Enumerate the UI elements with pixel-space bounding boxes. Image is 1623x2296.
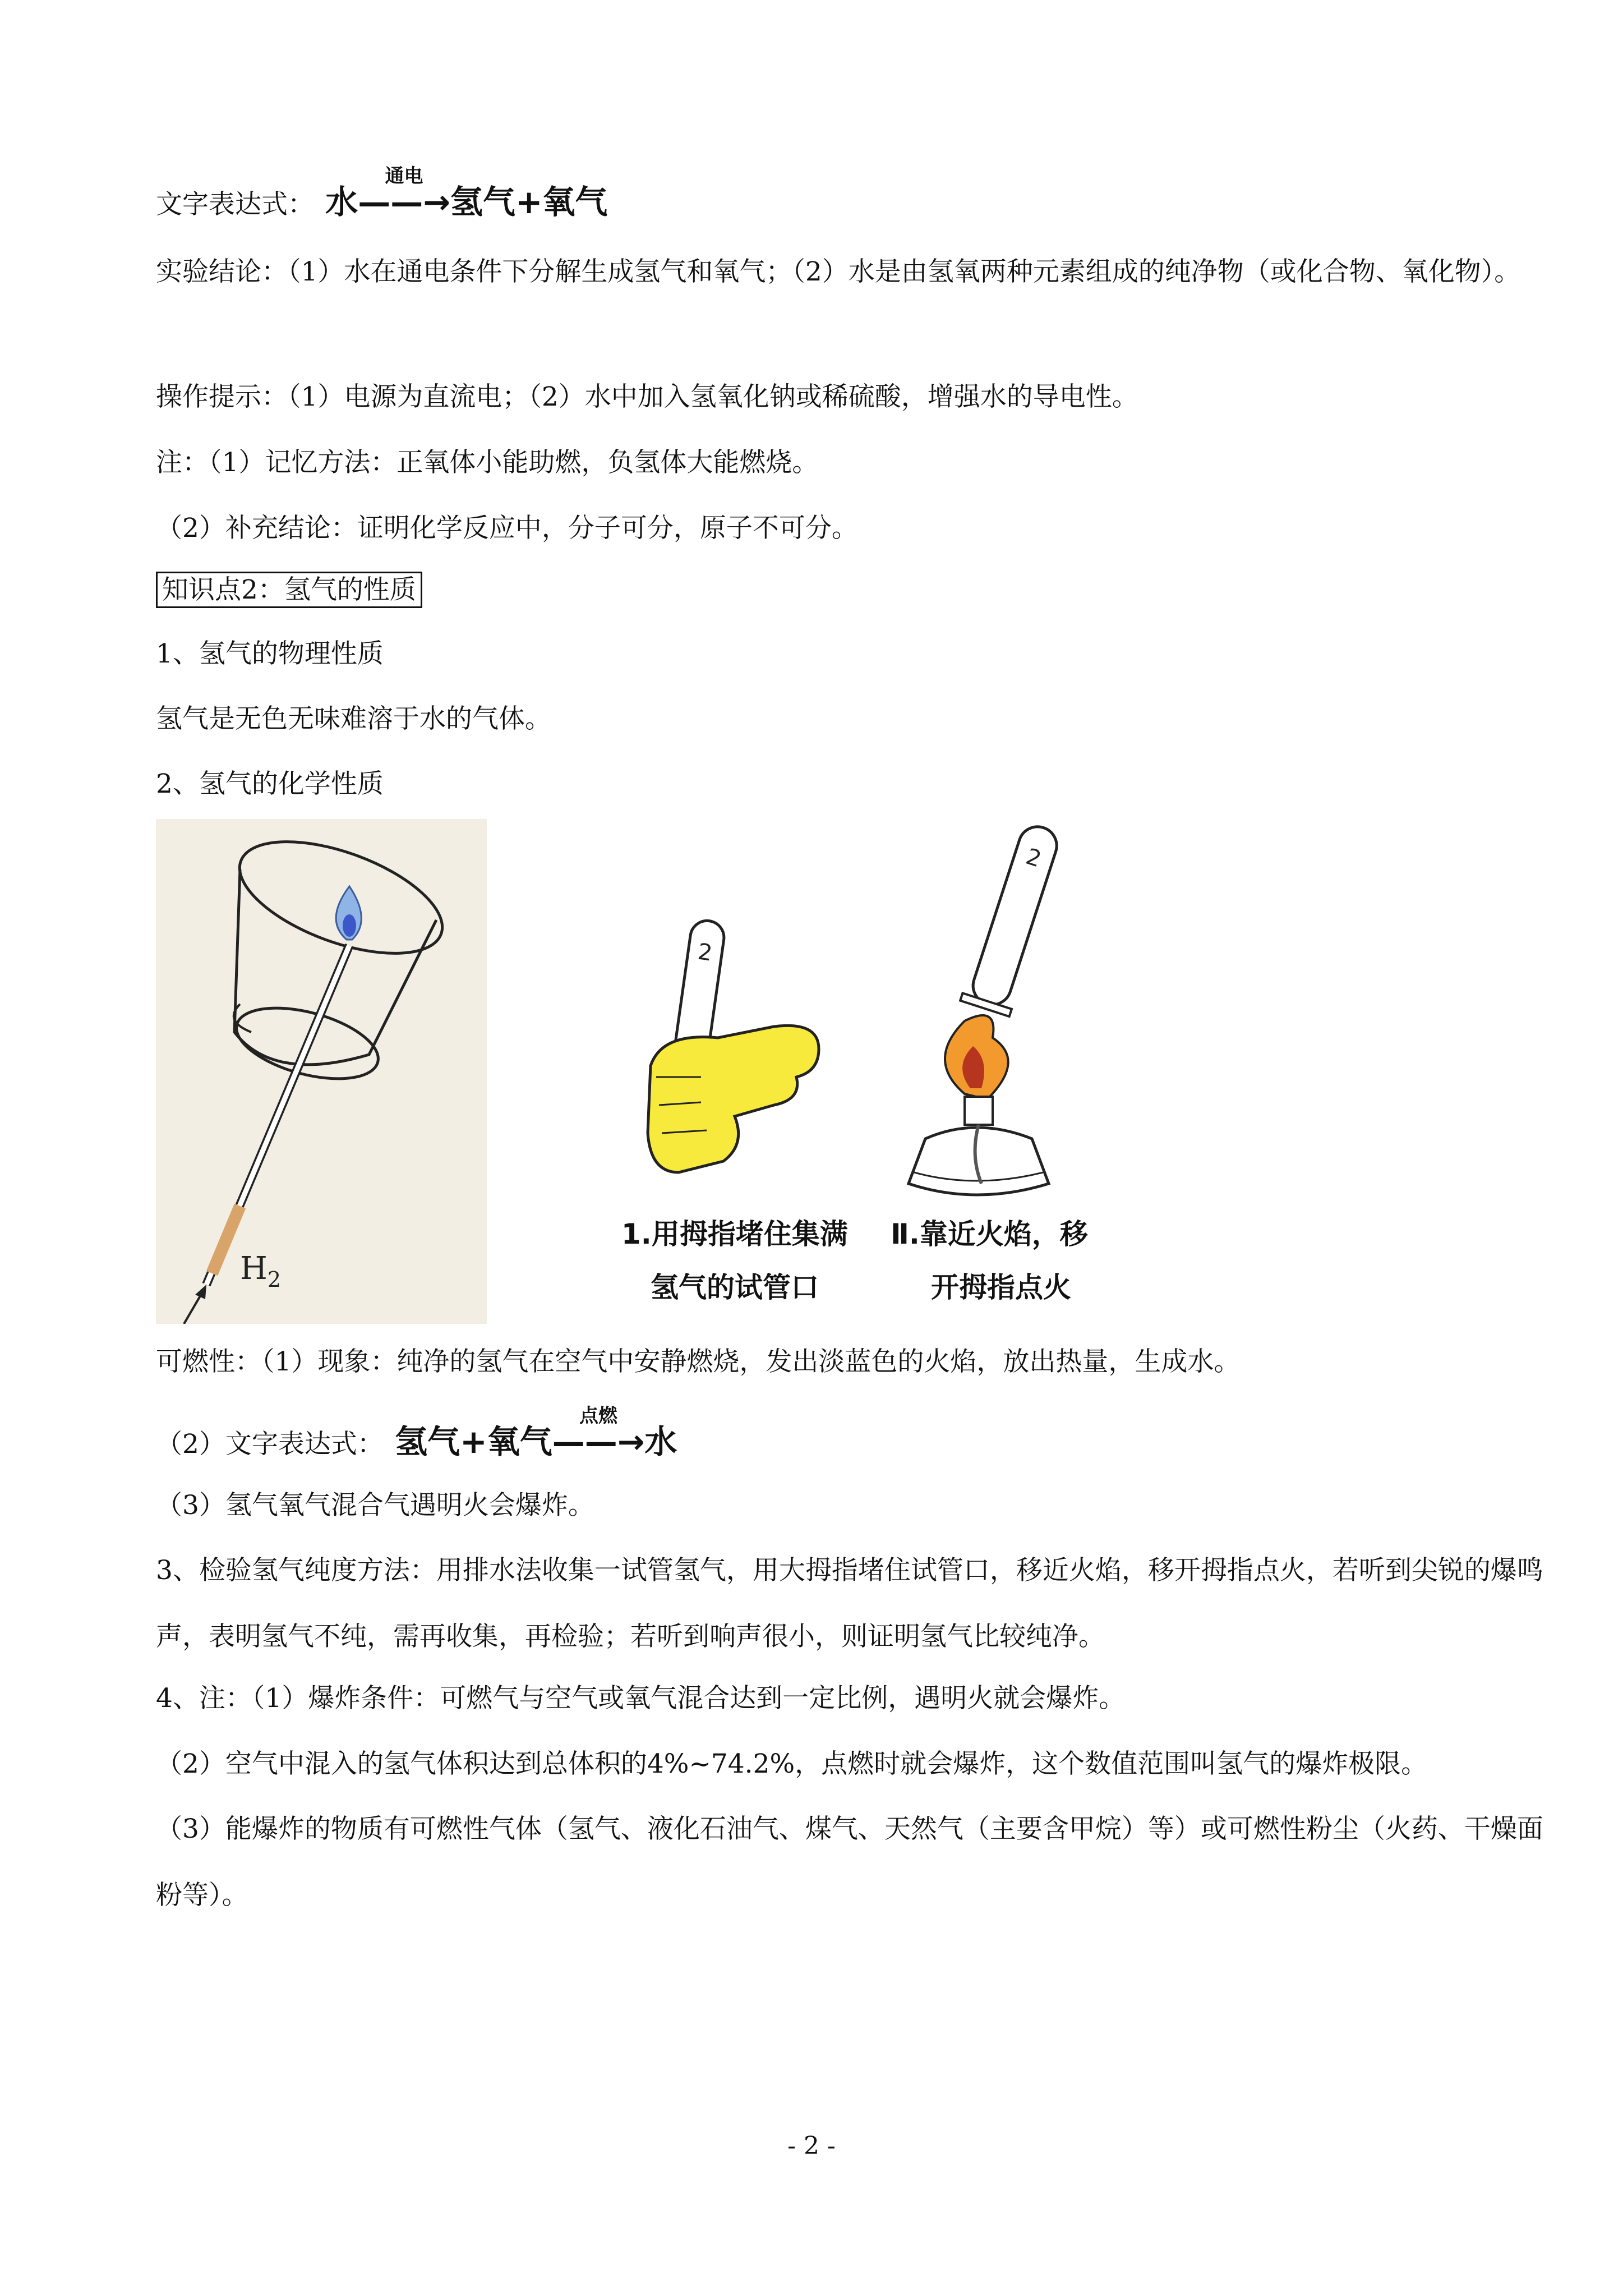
reactants: 氢气+氧气 [395, 1423, 552, 1461]
experiment-conclusion: 实验结论：（1）水在通电条件下分解生成氢气和氧气；（2）水是由氢氧两种元素组成的纯净物（或化合物、氧化物）。 [156, 256, 1521, 287]
equation-label: （2）文字表达式： [156, 1429, 384, 1460]
section-title-box: 知识点2：氢气的性质 [156, 572, 422, 608]
explosive-substances: （3）能爆炸的物质有可燃性气体（氢气、液化石油气、煤气、天然气（主要含甲烷）等）或可燃性粉尘（火药、干燥面粉等）。 [156, 1814, 1543, 1911]
equation-label: 文字表达式： [156, 189, 314, 220]
explosion-limit: （2）空气中混入的氢气体积达到总体积的4%~74.2%，点燃时就会爆炸，这个数值范围叫氢气的爆炸极限。 [156, 1749, 1428, 1779]
explosion-condition: 4、注：（1）爆炸条件：可燃气与空气或氧气混合达到一定比例，遇明火就会爆炸。 [156, 1683, 1126, 1714]
hand-icon [648, 1025, 819, 1172]
figure-caption-2-line1: Ⅱ.靠近火焰，移 [891, 1218, 1088, 1250]
alcohol-lamp-figure [892, 825, 1127, 1217]
operation-tips: 操作提示：（1）电源为直流电；（2）水中加入氢氧化钠或稀硫酸，增强水的导电性。 [156, 381, 1138, 412]
h2-label: H [240, 1250, 268, 1287]
figure-caption-1-line2: 氢气的试管口 [651, 1271, 819, 1304]
combustion-phenomenon: 可燃性：（1）现象：纯净的氢气在空气中安静燃烧，发出淡蓝色的火焰，放出热量，生成水。 [156, 1346, 1241, 1377]
page-number: - 2 - [787, 2132, 836, 2160]
alcohol-lamp-icon [909, 1128, 1049, 1195]
reaction-condition: 点燃 [579, 1405, 618, 1427]
note-supplement: （2）补充结论：证明化学反应中，分子可分，原子不可分。 [156, 513, 858, 544]
chemical-properties-heading: 2、氢气的化学性质 [156, 769, 384, 799]
products: 氢气+氧气 [450, 183, 608, 221]
reaction-arrow: 点燃 ——→ [552, 1425, 645, 1458]
h2-subscript: 2 [267, 1267, 282, 1292]
tube-number: 2 [696, 938, 714, 967]
reactant: 水 [325, 183, 358, 221]
reaction-arrow: 通电 ——→ [358, 185, 450, 219]
reaction-condition: 通电 [385, 165, 423, 187]
physical-properties-heading: 1、氢气的物理性质 [156, 638, 384, 669]
physical-properties-text: 氢气是无色无味难溶于水的气体。 [156, 703, 551, 734]
tube-number: 2 [1022, 843, 1045, 873]
word-equation-combustion [156, 1405, 677, 1461]
thumb-tube-figure [634, 909, 858, 1223]
section-heading [156, 573, 422, 607]
figure-caption-1-line1: 1.用拇指堵住集满 [621, 1218, 848, 1250]
product: 水 [644, 1423, 677, 1461]
hydrogen-combustion-figure [156, 819, 487, 1324]
figure-caption-2-line2: 开拇指点火 [931, 1271, 1071, 1304]
explosion-warning: （3）氢气氧气混合气遇明火会爆炸。 [156, 1490, 594, 1521]
word-equation-electrolysis [156, 165, 608, 222]
purity-test-method: 3、检验氢气纯度方法：用排水法收集一试管氢气，用大拇指堵住试管口，移近火焰，移开拇指点火，若听到尖锐的爆鸣声，表明氢气不纯，需再收集，再检验；若听到响声很小，则证明氢气比较纯净。 [156, 1555, 1543, 1652]
note-memory-method: 注：（1）记忆方法：正氧体小能助燃，负氢体大能燃烧。 [156, 447, 819, 478]
